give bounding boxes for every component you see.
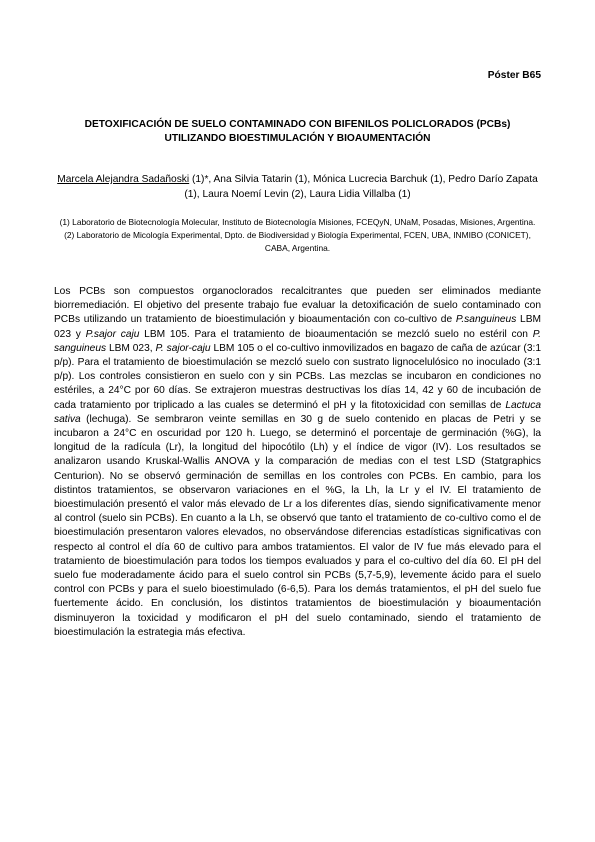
paper-title [70,118,525,146]
abstract-text: Los PCBs son compuestos organoclorados recalcitrantes que pueden ser eliminados mediante biorremediación. El objetivo del presente trabajo fue evaluar la detoxificación de suelo contaminado con PCBs utilizando un tratamiento de bioestimulación y bioaumentación con co-cultivo de [54,286,541,326]
abstract-text: LBM 105. Para el tratamiento de bioaumentación se mezcló suelo no estéril con [139,328,533,340]
poster-id: Póster B65 [487,70,541,81]
species-name: Lactuca sativa [54,399,541,425]
abstract-text: (lechuga). Se sembraron veinte semillas en 30 g de suelo contenido en placas de Petri y se incubaron a 24°C en oscuridad por 120 h. Luego, se determinó el porcentaje de germinación (%G), la longitud de la radícula (Lr), la longitud del hipocótilo (Lh) y el índice de vigor (IV). Los resultados se analizaron usando Kruskal-Wallis ANOVA y la comparación de medias con el test LSD (Statgraphics Centurion). No se observó germinación de semillas en los controles con PCBs. En cambio, para los distintos tratamientos, se observaron variaciones en el %G, la Lh, la Lr y el IV. El tratamiento de bioestimulación presentó el valor más elevado de Lr a los diferentes días, siendo significativamente menor al control (suelo sin PCBs). En cuanto a la Lh, se observó que tanto el tratamiento de co-cultivo como el de bioestimulación presentaron valores elevados, no observándose diferencias estadísticas significativas con respecto al control el día 60 de cultivo para ambos tratamientos. El valor de IV fue más elevado para el tratamiento de bioestimulación para todos los tiempos evaluados y para el co-cultivo del día 60. El pH del suelo fue moderadamente ácido para el suelo control sin PCBs (5,7-5,9), levemente ácido para el suelo control con PCBs y para el suelo bioestimulado (6-6,5). Para los demás tratamientos, el pH del suelo fue fuertemente ácido. En conclusión, los distintos tratamientos de bioestimulación y bioaumentación disminuyeron la toxicidad y modificaron el pH del suelo contaminado, siendo el tratamiento de bioestimulación la estrategia más efectiva. [54,413,541,638]
co-authors: (1)*, Ana Silvia Tatarin (1), Mónica Lucrecia Barchuk (1), Pedro Darío Zapata (1), Laura Noemí Levin (2), Laura Lidia Villalba (1) [184,174,538,200]
affiliations: (1) Laboratorio de Biotecnología Molecular, Instituto de Biotecnología Misiones, FCEQyN, UNaM, Posadas, Misiones, Argentina. (2) Laboratorio de Micología Experimental, Dpto. de Biodiversidad y Biología Experimental, FCEN, UBA, INMIBO (CONICET), CABA, Argentina. [59,217,536,253]
abstract-text: LBM 023, [106,342,156,354]
abstract-text: LBM 023 y [54,314,541,340]
species-name: P. sanguineus [54,328,541,354]
presenting-author: Marcela Alejandra Sadañoski [57,174,190,185]
abstract-text: LBM 105 o el co-cultivo inmovilizados en bagazo de caña de azúcar (3:1 p/p). Para el tratamiento de bioestimulación se mezcló suelo con sustrato lignocelulósico no inoculado (3:1 p/p). Los controles consistieron en suelo con y sin PCBs. Las mezclas se incubaron en condiciones no estériles, a 24°C por 60 días. Se extrajeron muestras destructivas los días 14, 42 y 60 de incubación de cada tratamiento por triplicado a las cuales se determinó el pH y la fitotoxicidad con semillas de [54,342,541,411]
author-list [56,172,539,202]
species-name: P.sajor caju [85,328,140,340]
species-name: P.sanguineus [455,314,517,326]
title-line-1: DETOXIFICACIÓN DE SUELO CONTAMINADO CON BIFENILOS POLICLORADOS (PCBs) [84,119,511,130]
title-line-2: UTILIZANDO BIOESTIMULACIÓN Y BIOAUMENTACIÓN [164,133,431,144]
abstract-paragraph [54,285,541,640]
species-name: P. sajor-caju [155,342,211,354]
abstract [54,285,541,640]
